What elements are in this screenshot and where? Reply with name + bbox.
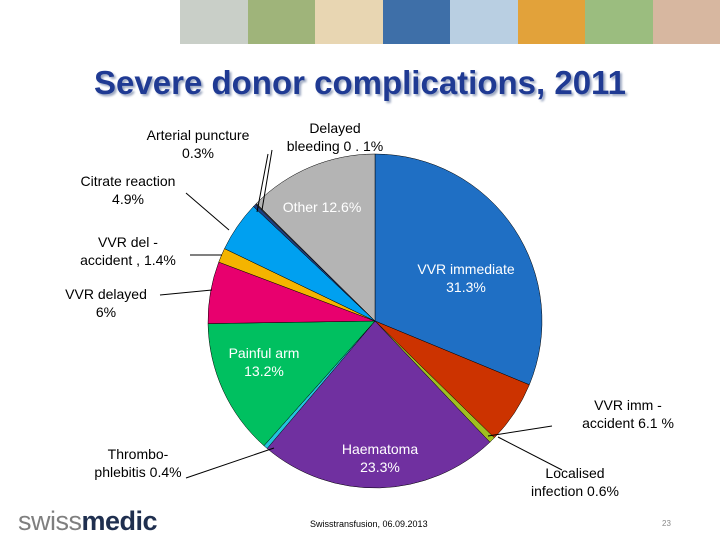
label-line: VVR delayed xyxy=(65,286,147,302)
label-line: 6% xyxy=(95,304,117,320)
label-line: Other 12.6% xyxy=(282,199,362,215)
label-line: Localised xyxy=(545,465,605,481)
label-other xyxy=(283,199,362,215)
label-thrombophlebitis xyxy=(94,446,181,480)
label-citrate-reaction xyxy=(81,173,176,207)
label-line: Painful arm xyxy=(228,345,300,361)
footer-event: Swisstransfusion, 06.09.2013 xyxy=(310,519,428,529)
label-line: Thrombo- xyxy=(107,446,169,462)
logo-part-swiss: swiss xyxy=(18,506,82,536)
label-line: phlebitis 0.4% xyxy=(94,464,182,480)
label-line: VVR immediate xyxy=(417,261,515,277)
label-line: 23.3% xyxy=(360,459,400,475)
label-line: 0.3% xyxy=(182,145,214,161)
label-line: 13.2% xyxy=(244,363,284,379)
label-vvr-del-accident xyxy=(80,234,176,268)
label-line: 4.9% xyxy=(112,191,144,207)
label-line: Delayed xyxy=(309,120,361,136)
slide-title: Severe donor complications, 2011 xyxy=(94,64,626,101)
label-vvr-delayed xyxy=(65,286,147,320)
label-line: accident 6.1 % xyxy=(582,415,674,431)
label-line: VVR imm - xyxy=(594,397,662,413)
label-line: VVR del - xyxy=(98,234,158,250)
label-line: infection 0.6% xyxy=(531,483,619,499)
logo-part-medic: medic xyxy=(81,506,158,536)
label-line: accident , 1.4% xyxy=(80,252,176,268)
label-localised-infection xyxy=(531,465,619,499)
swissmedic-logo xyxy=(18,506,157,537)
label-line: Citrate reaction xyxy=(80,173,176,189)
label-line: Haematoma xyxy=(341,441,419,457)
leader-line-4 xyxy=(160,290,212,295)
leader-line-3 xyxy=(186,448,274,478)
label-delayed-bleeding xyxy=(287,120,384,154)
label-line: bleeding 0 . 1% xyxy=(286,138,384,154)
leader-line-6 xyxy=(186,193,229,230)
label-arterial-puncture xyxy=(147,127,250,161)
label-line: 31.3% xyxy=(446,279,486,295)
page-number: 23 xyxy=(662,519,671,528)
label-line: Arterial puncture xyxy=(146,127,250,143)
label-vvr-imm-accident xyxy=(582,397,674,431)
